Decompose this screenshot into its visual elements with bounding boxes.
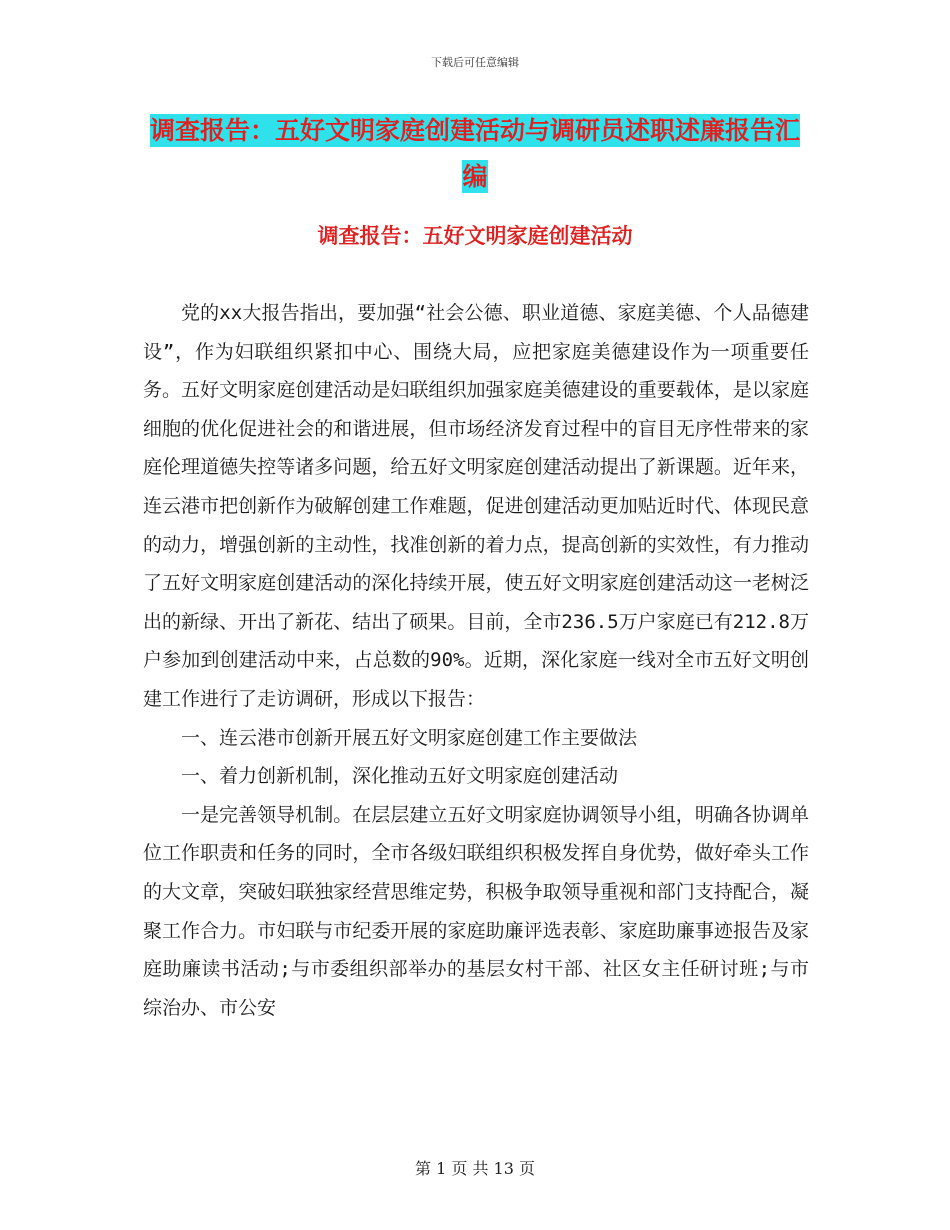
body-text xyxy=(143,294,809,1027)
page-footer: 第 1 页 共 13 页 xyxy=(415,1159,535,1178)
section-title: 调查报告：五好文明家庭创建活动 xyxy=(317,223,633,248)
paragraph-heading-1: 一、连云港市创新开展五好文明家庭创建工作主要做法 xyxy=(181,726,638,749)
paragraph-heading-2: 一、着力创新机制，深化推动五好文明家庭创建活动 xyxy=(181,765,619,788)
document-title xyxy=(140,108,810,200)
document-title-text: 调查报告：五好文明家庭创建活动与调研员述职述廉报告汇编 xyxy=(149,116,800,191)
paragraph-intro: 党的xx大报告指出，要加强“社会公德、职业道德、家庭美德、个人品德建设”，作为妇联组织紧扣中心、围绕大局，应把家庭美德建设作为一项重要任务。五好文明家庭创建活动是妇联组织加强家庭美德建设的重要载体，是以家庭细胞的优化促进社会的和谐进展，但市场经济发育过程中的盲目无序性带来的家庭伦理道德失控等诸多问题，给五好文明家庭创建活动提出了新课题。近年来，连云港市把创新作为破解创建工作难题，促进创建活动更加贴近时代、体现民意的动力，增强创新的主动性，找准创新的着力点，提高创新的实效性，有力推动了五好文明家庭创建活动的深化持续开展，使五好文明家庭创建活动这一老树泛出的新绿、开出了新花、结出了硕果。目前，全市236.5万户家庭已有212.8万户参加到创建活动中来，占总数的90%。近期，深化家庭一线对全市五好文明创建工作进行了走访调研，形成以下报告： xyxy=(143,302,809,710)
paragraph-leadership: 一是完善领导机制。在层层建立五好文明家庭协调领导小组，明确各协调单位工作职责和任务的同时，全市各级妇联组织积极发挥自身优势，做好牵头工作的大文章，突破妇联独家经营思维定势，积极争取领导重视和部门支持配合，凝聚工作合力。市妇联与市纪委开展的家庭助廉评选表彰、家庭助廉事迹报告及家庭助廉读书活动;与市委组织部举办的基层女村干部、社区女主任研讨班;与市综治办、市公安 xyxy=(143,803,809,1019)
header-note: 下载后可任意编辑 xyxy=(431,56,519,69)
